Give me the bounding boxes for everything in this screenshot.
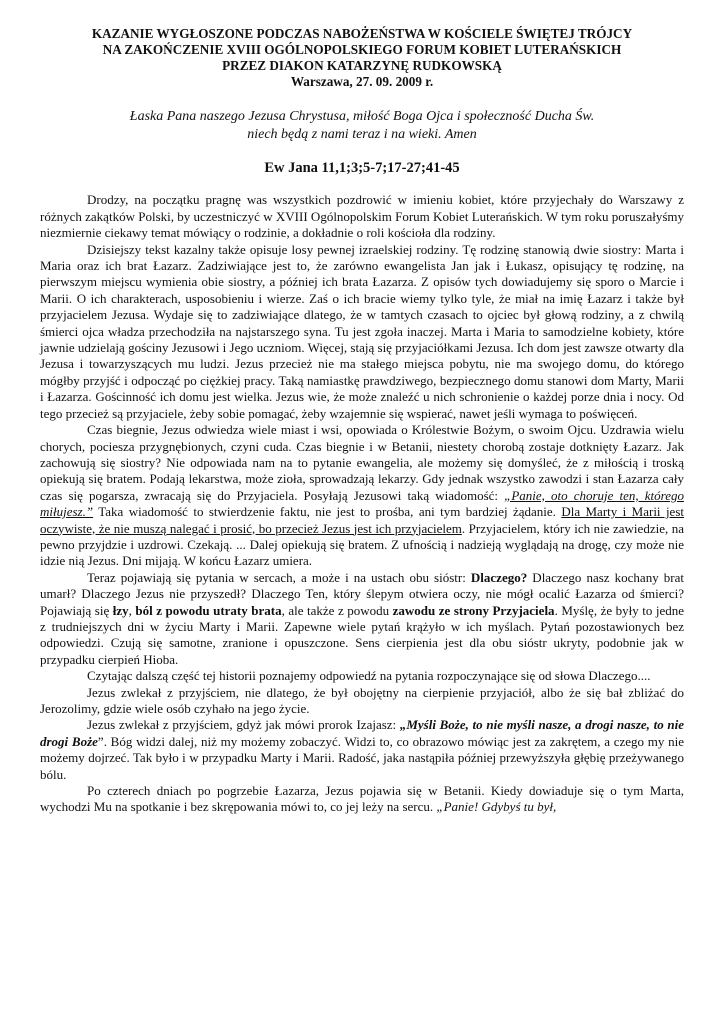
paragraph-3 xyxy=(40,422,684,570)
paragraph-3-text-c: . Przyjacielem, który ich nie zawiedzie, na pewno przyjdzie i uzdrowi. Czekają. ... Dalej opiekują się bratem. Z ufnością i nadzieją wyglądają na drogę, czy może nie idzie nią Jezus. Dni mijają. W końcu Łazarz umiera. xyxy=(40,520,685,569)
paragraph-4-bold-tears: łzy xyxy=(112,602,129,618)
blessing-line-1: Łaska Pana naszego Jezusa Chrystusa, miłość Boga Ojca i społeczność Ducha Św. xyxy=(129,109,595,124)
paragraph-4-text-c: , xyxy=(128,602,136,618)
paragraph-8-text-a: Po czterech dniach po pogrzebie Łazarza, Jezus pojawia się w Betanii. Kiedy dowiaduje się o tym Marta, wychodzi Mu na spotkanie i bez skrępowania mówi to, co jej leży na sercu. xyxy=(40,783,684,815)
title-line-3: PRZEZ DIAKON KATARZYNĘ RUDKOWSKĄ xyxy=(222,58,502,73)
paragraph-3-quote: „Panie, oto choruje ten, którego miłujesz.” xyxy=(40,487,684,520)
paragraph-6: Jezus zwlekał z przyjściem, nie dlatego, że był obojętny na cierpienie przyjaciół, albo że się bał zbliżać do Jerozolimy, gdzie wiele osób czyhało na jego życie. xyxy=(40,684,684,716)
sermon-body xyxy=(40,192,684,815)
paragraph-4-text-b: Dlaczego nasz kochany brat umarł? Dlaczego Jezus nie przyszedł? Dlaczego Ten, który ślepym otwiera oczy, nie mógł ocalić Łazarza od śmierci? Pojawiają się xyxy=(40,569,684,618)
paragraph-7-text-a: Jezus zwlekał z przyjściem, gdyż jak mówi prorok Izajasz: xyxy=(87,717,400,733)
paragraph-7-text-b: ”. Bóg widzi dalej, niż my możemy zobaczyć. Widzi to, co obrazowo mówiąc jest za zakrętem, a czego my nie możemy dojrzeć. Tak było i w przypadku Marty i Marii. Radość, jaka nastąpiła później przewyższyła głębię przeżywanego bólu. xyxy=(40,733,685,782)
paragraph-7 xyxy=(40,717,684,783)
scripture-reading: Ew Jana 11,1;3;5-7;17-27;41-45 xyxy=(264,160,460,176)
paragraph-8-quote: „Panie! Gdybyś tu był, xyxy=(436,799,557,815)
paragraph-7-quote: „Myśli Boże, to nie myśli nasze, a drogi nasze, to nie drogi Boże xyxy=(40,717,684,749)
paragraph-8 xyxy=(40,783,684,816)
paragraph-1: Drodzy, na początku pragnę was wszystkich pozdrowić w imieniu kobiet, które przyjechały do Warszawy z różnych zakątków Polski, by uczestniczyć w XVIII Ogólnopolskim Forum Kobiet Luterańskich. W tym roku poruszałyśmy niezmiernie ciekawy temat mówiący o rodzinie, a dokładnie o roli kościoła dla rodziny. xyxy=(40,192,684,241)
paragraph-4-text-a: Teraz pojawiają się pytania w sercach, a może i na ustach obu sióstr: xyxy=(87,569,471,585)
paragraph-5: Czytając dalszą część tej historii poznajemy odpowiedź na pytania rozpoczynające się od słowa Dlaczego.... xyxy=(87,668,651,684)
sermon-title xyxy=(40,26,684,90)
paragraph-4-bold-disappointment: zawodu ze strony Przyjaciela xyxy=(392,602,555,618)
document-page xyxy=(40,26,684,816)
title-line-1: KAZANIE WYGŁOSZONE PODCZAS NABOŻEŃSTWA W KOŚCIELE ŚWIĘTEJ TRÓJCY xyxy=(91,26,633,41)
paragraph-4-text-d: , ale także z powodu xyxy=(281,602,393,618)
paragraph-4-bold-why: Dlaczego? xyxy=(470,569,528,585)
paragraph-4-bold-pain: ból z powodu utraty brata xyxy=(135,602,282,618)
place-date: Warszawa, 27. 09. 2009 r. xyxy=(290,74,434,89)
paragraph-4-text-e: . Myślę, że były to jedne z trudniejszych dni w życiu Marty i Marii. Zapewne wiele pytań krążyło w ich myślach. Pytań pozostawionych bez odpowiedzi. Czują się samotne, zranione i opuszczone. Sens cierpienia jest dla obu sióstr ukryty, podobnie jak w przypadku cierpień Hioba. xyxy=(40,602,685,667)
blessing-line-2: niech będą z nami teraz i na wieki. Amen xyxy=(247,127,477,142)
paragraph-3-underlined: Dla Marty i Marii jest oczywiste, że nie muszą nalegać i prosić, bo przecież Jezus jest ich przyjacielem xyxy=(40,504,684,536)
paragraph-3-text-a: Czas biegnie, Jezus odwiedza wiele miast i wsi, opowiada o Królestwie Bożym, o swoim Ojcu. Uzdrawia wielu chorych, pociesza przygnębionych, czyni cuda. Czas biegnie i w Betanii, niestety chorobą zostaje dotknięty Łazarz. Jak zachowują się siostry? Nie odpowiada nam na to pytanie ewangelia, ale możemy się domyśleć, że z miłością i troską opiekują się bratem. Podają lekarstwa, może zioła, sprowadzają lekarzy. Gdy jednak wszystko zawodzi i stan Łazarza cały czas się pogarsza, zwracają się do Przyjaciela. Posyłają Jezusowi taką wiadomość: xyxy=(40,422,684,503)
blessing xyxy=(40,108,684,144)
paragraph-2: Dzisiejszy tekst kazalny także opisuje losy pewnej izraelskiej rodziny. Tę rodzinę stanowią dwie siostry: Marta i Maria oraz ich brat Łazarz. Zadziwiające jest to, że zarówno ewangelista Jan jak i Łukasz, opisujący tę rodzinę, na pierwszym miejscu wymienia obie siostry, a później ich brata Łazarza. Z opisów tych dowiadujemy się sporo o Marcie i Marii. O ich charakterach, usposobieniu i wierze. Zaś o ich bracie wiemy tylko tyle, że miał na imię Łazarz i także był przyjacielem Jezusa. Wydaje się to zadziwiające dlatego, że w tamtych czasach to ojciec był głową rodziny, a z chwilą śmierci ojca władza przechodziła na najstarszego syna. Tu jest zgoła inaczej. Marta i Maria to samodzielne kobiety, które jawnie udzielają gościny Jezusowi i Jego uczniom. Więcej, stają się przyjaciółkami Jezusa. Ich dom jest zawsze otwarty dla Jezusa i towarzyszących mu ludzi. Jezus przecież nie ma stałego miejsca pobytu, nie ma swojego domu, do którego mógłby przyjść i odpocząć po ciężkiej pracy. Taką namiastkę prawdziwego, bezpiecznego domu stanowi dom Marty, Marii i Łazarza. Gościnność ich domu jest wielka. Jezus wie, że może znaleźć u nich schronienie o każdej porze dnia i nocy. Od tego przecież są przyjaciele, żeby sobie pomagać, żeby wzajemnie się wspierać, nawet jeśli wymaga to poświęceń. xyxy=(40,241,684,421)
paragraph-3-text-b: Taka wiadomość to stwierdzenie faktu, nie jest to prośba, ani tym bardziej żądanie. xyxy=(93,504,562,520)
title-line-2: NA ZAKOŃCZENIE XVIII OGÓLNOPOLSKIEGO FORUM KOBIET LUTERAŃSKICH xyxy=(102,42,622,57)
paragraph-4 xyxy=(40,570,684,668)
